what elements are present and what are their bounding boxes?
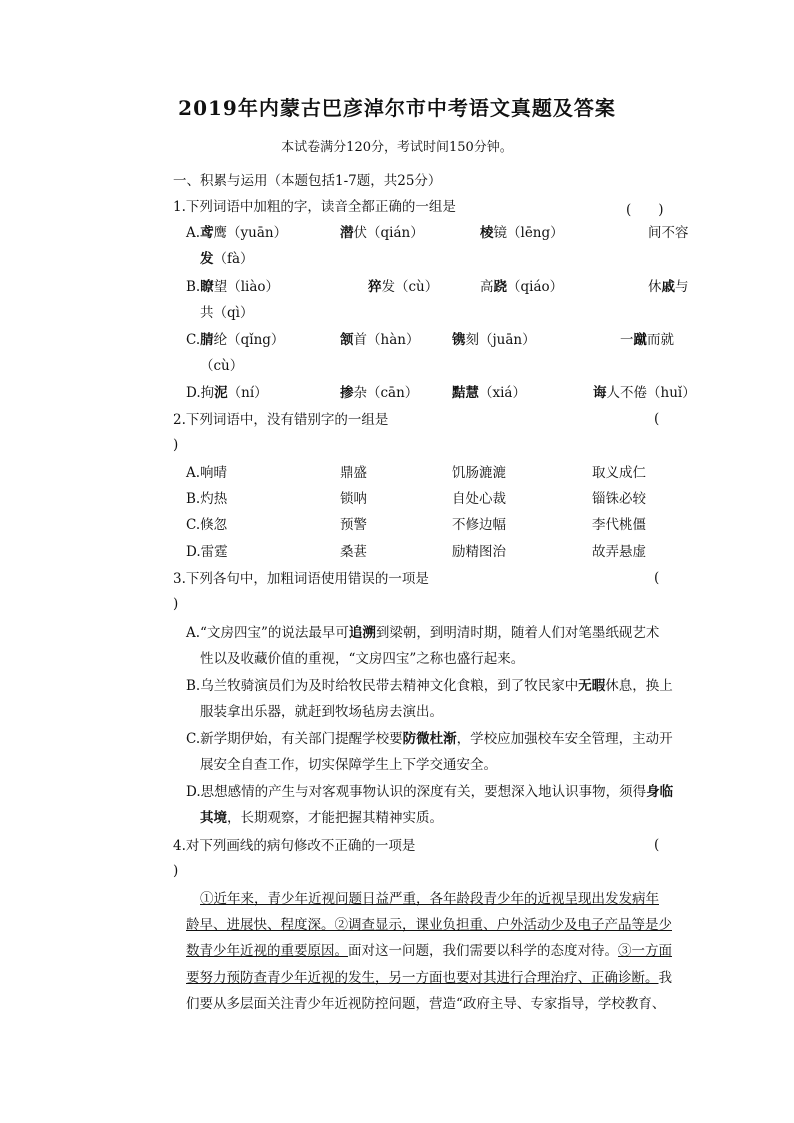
q4-passage-line-4: 要努力预防查青少年近视的发生，另一方面也要对其进行合理治疗、正确诊断。我	[186, 970, 672, 986]
exam-page: 2019年内蒙古巴彦淖尔市中考语文真题及答案 本试卷满分120分，考试时间150分钟。 一、积累与运用（本题包括1-7题，共25分） 1.下列词语中加粗的字，读音全都正确的一组是 ( ) A.鸢鹰（yuān） 潜伏（qián） 棱镜（lēng） 间不容 发（fà） B.瞭望（liào） 猝发（cù） 高跷（qiáo） 休戚与 共（qì） C.腈纶（qǐng） 颔首（hàn） 镌刻（juān） 一蹴而就 （cù） D.拘泥（ní） 掺杂（cān） 黠慧（xiá） 诲人不倦（huǐ） 2.下列词语中，没有错别字的一组是 ( ) A.响晴 鼎盛 饥肠漉漉 取义成仁 B.灼热 锁呐 自处心裁 锱铢必较 C.倏忽 预警 不修边幅 李代桃僵 D.雷霆 桑葚 励精图治 故弄悬虚 3.下列各句中，加粗词语使用错误的一项是 ( ) A.“文房四宝”的说法最早可追溯到梁朝，到明清时期，随着人们对笔墨纸砚艺术 性以及收藏价值的重视，“文房四宝”之称也盛行起来。 B.乌兰牧骑演员们为及时给牧民带去精神文化食粮，到了牧民家中无暇休息，换上 服装拿出乐器，就赶到牧场毡房去演出。 C.新学期伊始，有关部门提醒学校要防微杜渐，学校应加强校车安全管理，主动开 展安全自查工作，切实保障学生上下学交通安全。 D.思想感情的产生与对客观事物认识的深度有关，要想深入地认识事物，须得身临 其境，长期观察，才能把握其精神实质。 4.对下列画线的病句修改不正确的一项是 ( ) ①近年来，青少年近视问题日益严重，各年龄段青少年的近视呈现出发发病年 龄早、进展快、程度深。②调查显示，课业负担重、户外活动少及电子产品等是少 数青少年近视的重要原因。面对这一问题，我们需要以科学的态度对待。③一方面 要努力预防查青少年近视的发生，另一方面也要对其进行合理治疗、正确诊断。我 们要从多层面关注青少年近视防控问题，营造“政府主导、专家指导，学校教育、	[0, 0, 794, 1123]
q4-passage-line-2: 龄早、进展快、程度深。②调查显示，课业负担重、户外活动少及电子产品等是少	[186, 917, 672, 933]
q3-option-c: C.新学期伊始，有关部门提醒学校要防微杜渐，学校应加强校车安全管理，主动开	[186, 731, 673, 747]
q4-passage-line-5: 们要从多层面关注青少年近视防控问题，营造“政府主导、专家指导，学校教育、	[186, 996, 666, 1012]
q4-answer-paren: (	[654, 837, 660, 853]
q4-stem: 4.对下列画线的病句修改不正确的一项是	[173, 838, 416, 854]
q1-stem: 1.下列词语中加粗的字，读音全都正确的一组是	[173, 199, 456, 215]
q3-option-d: D.思想感情的产生与对客观事物认识的深度有关，要想深入地认识事物，须得身临	[186, 784, 674, 800]
q2-row-b: B.灼热	[186, 491, 228, 507]
q3-stem: 3.下列各句中，加粗词语使用错误的一项是	[173, 571, 429, 587]
q1-option-b: B.瞭望（liào）	[186, 279, 280, 295]
q2-row-d: D.雷霆	[186, 544, 228, 560]
q3-answer-paren: (	[654, 570, 660, 586]
section-heading: 一、积累与运用（本题包括1-7题，共25分）	[173, 173, 442, 189]
q1-option-c: C.腈纶（qǐng）	[186, 332, 285, 348]
q4-passage-line-1: ①近年来，青少年近视问题日益严重，各年龄段青少年的近视呈现出发发病年	[200, 891, 659, 907]
q1-answer-paren: ( )	[626, 202, 664, 218]
page-subtitle: 本试卷满分120分，考试时间150分钟。	[281, 140, 513, 155]
q2-row-a: A.响晴	[186, 465, 228, 481]
q3-option-b: B.乌兰牧骑演员们为及时给牧民带去精神文化食粮，到了牧民家中无暇休息，换上	[186, 678, 673, 694]
q2-row-c: C.倏忽	[186, 517, 228, 533]
page-title: 2019年内蒙古巴彦淖尔市中考语文真题及答案	[178, 96, 616, 120]
q4-passage-line-3: 数青少年近视的重要原因。面对这一问题，我们需要以科学的态度对待。③一方面	[186, 943, 672, 959]
q2-answer-paren: (	[654, 411, 660, 427]
q1-option-a: A.鸢鹰（yuān）	[186, 225, 288, 241]
q1-option-d: D.拘泥（ní）	[186, 385, 268, 401]
q2-stem: 2.下列词语中，没有错别字的一组是	[173, 412, 389, 428]
q3-option-a: A.“文房四宝”的说法最早可追溯到梁朝，到明清时期，随着人们对笔墨纸砚艺术	[186, 625, 660, 641]
